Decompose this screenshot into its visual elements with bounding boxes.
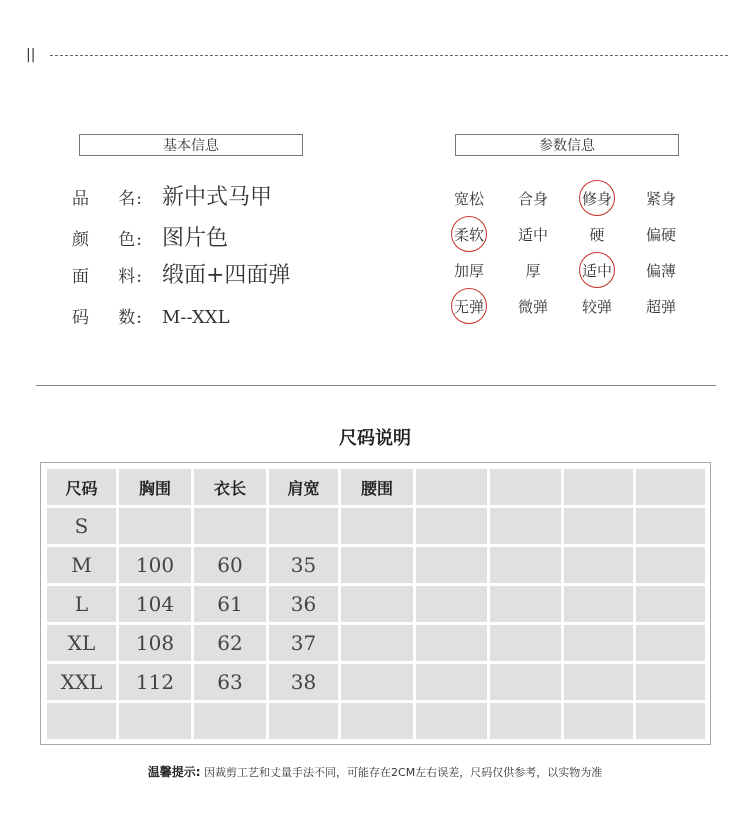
param-option-selected: 适中 — [565, 260, 629, 281]
table-header-cell: 腰围 — [341, 469, 413, 505]
table-cell — [636, 664, 705, 700]
table-cell — [341, 508, 413, 544]
table-cell — [636, 586, 705, 622]
info-row-sizes — [72, 303, 230, 328]
table-cell — [269, 508, 338, 544]
param-info-title: 参数信息 — [455, 134, 679, 156]
label-char: 面 — [72, 267, 89, 287]
param-row — [437, 216, 709, 252]
label-colon: : — [136, 308, 142, 328]
table-cell — [636, 703, 705, 739]
table-cell — [47, 703, 116, 739]
param-option: 适中 — [517, 225, 548, 244]
table-cell — [119, 703, 191, 739]
table-cell: L — [47, 586, 116, 622]
param-option: 加厚 — [453, 261, 484, 280]
size-table-frame — [40, 462, 711, 745]
table-cell — [490, 664, 561, 700]
table-cell — [341, 547, 413, 583]
info-label — [72, 303, 142, 328]
param-option: 超弹 — [645, 297, 676, 316]
dashed-divider — [50, 55, 728, 56]
table-cell — [119, 508, 191, 544]
table-cell: 63 — [194, 664, 266, 700]
param-option-selected: 柔软 — [437, 224, 501, 245]
param-option: 紧身 — [645, 189, 676, 208]
table-cell: 108 — [119, 625, 191, 661]
table-cell: 62 — [194, 625, 266, 661]
info-value-name: 新中式马甲 — [162, 185, 273, 210]
table-cell: M — [47, 547, 116, 583]
table-cell: 35 — [269, 547, 338, 583]
table-row — [47, 664, 705, 700]
table-row — [47, 586, 705, 622]
table-cell — [490, 703, 561, 739]
table-cell — [636, 508, 705, 544]
table-header-cell — [490, 469, 561, 505]
tip-text: 因裁剪工艺和丈量手法不同，可能存在2CM左右误差，尺码仅供参考，以实物为准 — [204, 766, 603, 779]
param-option: 微弹 — [517, 297, 548, 316]
tip-line — [0, 763, 750, 780]
table-cell — [341, 625, 413, 661]
table-cell — [416, 508, 487, 544]
param-option: 厚 — [525, 261, 541, 280]
table-cell — [416, 586, 487, 622]
table-header-cell — [564, 469, 633, 505]
label-char: 品 — [72, 189, 89, 209]
param-option: 硬 — [589, 225, 605, 244]
info-label — [72, 184, 142, 209]
info-row-color — [72, 221, 228, 252]
label-colon: : — [136, 189, 142, 209]
table-cell — [490, 625, 561, 661]
table-cell: 36 — [269, 586, 338, 622]
table-cell — [490, 508, 561, 544]
info-row-name — [72, 180, 272, 211]
table-cell: 112 — [119, 664, 191, 700]
table-header-cell: 胸围 — [119, 469, 191, 505]
label-colon: : — [136, 267, 142, 287]
table-cell — [490, 547, 561, 583]
table-header-cell — [416, 469, 487, 505]
info-value-sizes: M--XXL — [162, 307, 230, 328]
tip-label: 温馨提示: — [147, 765, 201, 779]
table-cell: S — [47, 508, 116, 544]
table-cell — [269, 703, 338, 739]
table-row — [47, 703, 705, 739]
table-cell: 38 — [269, 664, 338, 700]
table-cell: 104 — [119, 586, 191, 622]
table-cell — [416, 703, 487, 739]
table-cell — [341, 586, 413, 622]
table-cell — [636, 547, 705, 583]
table-cell — [416, 664, 487, 700]
table-cell — [490, 586, 561, 622]
table-header-cell: 肩宽 — [269, 469, 338, 505]
table-cell — [564, 508, 633, 544]
table-cell — [564, 703, 633, 739]
table-cell: XXL — [47, 664, 116, 700]
table-header-row — [47, 469, 705, 505]
table-cell — [416, 625, 487, 661]
param-option-selected: 无弹 — [437, 296, 501, 317]
label-char: 料 — [118, 267, 136, 287]
table-header-cell — [636, 469, 705, 505]
info-label — [72, 225, 142, 250]
basic-info-title: 基本信息 — [79, 134, 303, 156]
size-chart-title: 尺码说明 — [339, 428, 411, 449]
param-option: 偏薄 — [645, 261, 676, 280]
info-value-fabric: 缎面+四面弹 — [162, 263, 291, 288]
table-row — [47, 547, 705, 583]
param-row — [437, 180, 709, 216]
label-char: 名 — [118, 189, 136, 209]
label-char: 颜 — [72, 230, 89, 250]
param-option: 宽松 — [453, 189, 484, 208]
header-mark: || — [26, 47, 36, 63]
label-char: 色 — [118, 230, 136, 250]
label-char: 数 — [118, 308, 136, 328]
info-label — [72, 262, 142, 287]
table-cell: 60 — [194, 547, 266, 583]
table-cell: XL — [47, 625, 116, 661]
table-cell — [564, 664, 633, 700]
info-value-color: 图片色 — [162, 226, 229, 251]
size-table — [44, 466, 708, 742]
table-cell — [416, 547, 487, 583]
table-header-cell: 衣长 — [194, 469, 266, 505]
table-cell: 100 — [119, 547, 191, 583]
param-grid — [437, 180, 709, 324]
label-colon: : — [136, 230, 142, 250]
table-cell: 61 — [194, 586, 266, 622]
section-divider — [36, 385, 716, 386]
param-row — [437, 288, 709, 324]
param-option: 合身 — [517, 189, 548, 208]
table-header-cell: 尺码 — [47, 469, 116, 505]
label-char: 码 — [72, 308, 89, 328]
table-cell — [341, 703, 413, 739]
table-cell — [564, 625, 633, 661]
param-option: 偏硬 — [645, 225, 676, 244]
table-cell — [194, 508, 266, 544]
table-cell — [564, 586, 633, 622]
table-cell — [564, 547, 633, 583]
param-row — [437, 252, 709, 288]
param-option-selected: 修身 — [565, 188, 629, 209]
table-cell — [341, 664, 413, 700]
table-cell — [194, 703, 266, 739]
table-row — [47, 508, 705, 544]
table-cell — [636, 625, 705, 661]
table-row — [47, 625, 705, 661]
table-cell: 37 — [269, 625, 338, 661]
param-option: 较弹 — [581, 297, 612, 316]
info-row-fabric — [72, 258, 290, 289]
